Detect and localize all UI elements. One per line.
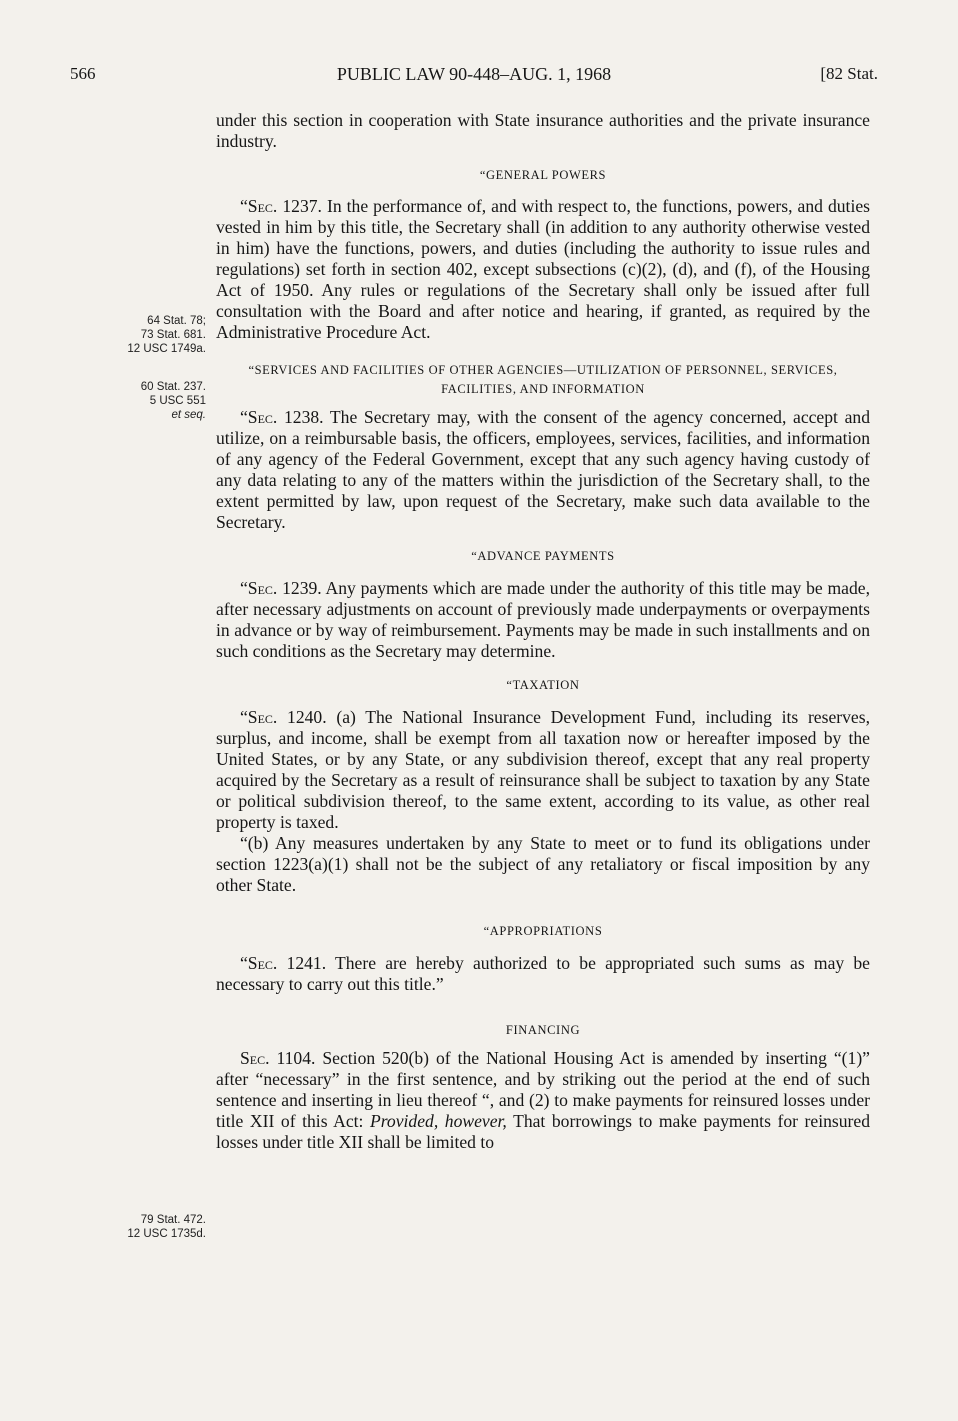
heading-appropriations: “APPROPRIATIONS — [483, 924, 603, 938]
page-number: 566 — [70, 64, 96, 83]
margin-note-financing — [66, 1213, 206, 1241]
section-1238 — [216, 407, 870, 533]
heading-financing: FINANCING — [505, 1023, 581, 1037]
margin-note-apa — [66, 380, 206, 422]
margin-note-line: 60 Stat. 237. — [140, 381, 206, 393]
margin-note-housing-act — [66, 314, 206, 356]
margin-note-line: 79 Stat. 472. — [140, 1214, 206, 1226]
section-text-continued: That borrowings to make payments for reinsured losses under title XII shall be limited to — [216, 1111, 871, 1152]
margin-note-line: 12 USC 1735d. — [127, 1228, 206, 1240]
heading-advance-payments: “ADVANCE PAYMENTS — [471, 549, 615, 563]
page-header — [70, 64, 878, 92]
section-text: 1237. In the performance of, and with respect to, the functions, powers, and duties vested in him by this title, the Secretary shall (in addition to any authority otherwise vested in him) have the functions, powers, and duties (including the authority to issue rules and regulations) set forth in section 402, except subsections (c)(2), (d), and (f), of the Housing Act of 1950. Any rules or regulations of the Secretary shall only be issued after full consultation with the Board and after notice and hearing, if granted, as required by the Administrative Procedure Act. — [216, 196, 870, 342]
heading-services-facilities: “SERVICES AND FACILITIES OF OTHER AGENCIES—UTILIZATION OF PERSONNEL, SERVICES, FACILITIES, AND INFORMATION — [248, 363, 838, 396]
section-1237 — [216, 196, 870, 343]
margin-note-line: 12 USC 1749a. — [127, 343, 206, 355]
section-label: Sec. — [240, 1048, 270, 1068]
header-title: PUBLIC LAW 90-448–AUG. 1, 1968 — [336, 64, 612, 84]
section-text: 1238. The Secretary may, with the consent of the agency concerned, accept and utilize, on a reimbursable basis, the officers, employees, services, facilities, and information of any agency of the Federal Government, except that any such agency having custody of any data relating to any of the matters within the jurisdiction of the Secretary shall, to the extent permitted by law, upon request of the Secretary, make such data available to the Secretary. — [216, 407, 870, 532]
section-text: 1240. (a) The National Insurance Development Fund, including its reserves, surplus, and income, shall be exempt from all taxation now or hereafter imposed by the United States, or by any State, or any subdivision thereof, except that any real property acquired by the Secretary as a result of reinsurance shall be subject to taxation by any State or political subdivision thereof, to the same extent, according to its value, as other real property is taxed. — [216, 707, 870, 832]
heading-general-powers: “GENERAL POWERS — [479, 168, 607, 182]
section-1241 — [216, 953, 870, 995]
heading-taxation: “TAXATION — [506, 678, 580, 692]
section-label: “Sec. — [240, 407, 278, 427]
section-label: “Sec. — [240, 953, 278, 973]
section-1239 — [216, 578, 870, 662]
margin-note-line: 73 Stat. 681. — [140, 329, 206, 341]
intro-paragraph: under this section in cooperation with State insurance authorities and the private insurance industry. — [216, 110, 870, 151]
statute-volume: [82 Stat. — [820, 64, 878, 83]
margin-note-line: et seq. — [171, 409, 206, 421]
section-1240a — [216, 707, 870, 833]
section-label: “Sec. — [240, 578, 278, 598]
section-1104 — [216, 1048, 870, 1153]
margin-note-line: 5 USC 551 — [149, 395, 206, 407]
section-text: 1104. Section 520(b) of the National Housing Act is amended by inserting “(1)” after “necessary” in the first sentence, and by striking out the period at the end of such sentence and inserting in lieu thereof “, and (2) to make payments for reinsured losses under title XII of this Act: — [216, 1048, 870, 1131]
section-label: “Sec. — [240, 707, 278, 727]
proviso-italic: Provided, however, — [369, 1111, 507, 1131]
body-text — [216, 110, 870, 1153]
section-text: 1239. Any payments which are made under the authority of this title may be made, after necessary adjustments on account of previously made underpayments or overpayments in advance or by way of reimbursement. Payments may be made in such installments and on such conditions as the Secretary may determine. — [216, 578, 870, 661]
section-label: “Sec. — [240, 196, 278, 216]
section-text: 1241. There are hereby authorized to be appropriated such sums as may be necessary to carry out this title.” — [216, 953, 870, 994]
margin-note-line: 64 Stat. 78; — [147, 315, 206, 327]
section-1240b: “(b) Any measures undertaken by any State to meet or to fund its obligations under section 1223(a)(1) shall not be the subject of any retaliatory or fiscal imposition by any other State. — [216, 833, 870, 895]
